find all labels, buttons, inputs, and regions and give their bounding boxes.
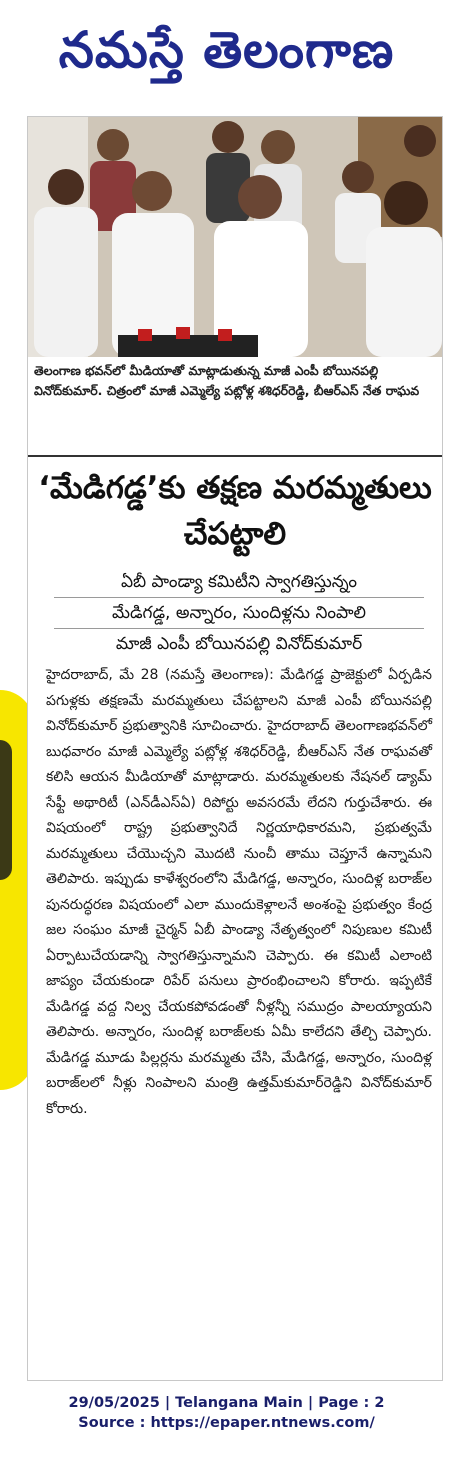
newspaper-title: నమస్తే తెలంగాణ (58, 20, 395, 79)
article-body: హైదరాబాద్, మే 28 (నమస్తే తెలంగాణ): మేడిగడ్డ ప్రాజెక్టులో ఏర్పడిన పగుళ్లకు తక్షణమే మరమ్మతులు చేపట్టాలని మాజీ ఎంపీ బోయినపల్లి వినోద్‌కుమార్ ప్రభుత్వానికి సూచించారు. హైదరాబాద్ తెలంగాణభవన్‌లో బుధవారం మాజీ ఎమ్మెల్యే పట్లోళ్ల శశిధర్‌రెడ్డి, బీఆర్‌ఎస్ నేత రాఘవతో కలిసి ఆయన మీడియాతో మాట్లాడారు. మరమ్మతులకు నేషనల్ డ్యామ్ సేఫ్టీ అథారిటీ (ఎన్‌డీఎస్‌ఏ) రిపోర్టు అవసరమే లేదని గుర్తుచేశారు. ఈ విషయంలో రాష్ట్ర ప్రభుత్వానిదే నిర్ణయాధికారమని, ప్రభుత్వమే మరమ్మతులు చేయొచ్చని మొదటి నుంచీ తాము చెప్తూనే ఉన్నామని తెలిపారు. ఇప్పుడు కాళేశ్వరంలోని మేడిగడ్డ, అన్నారం, సుందిళ్ల బరాజ్‌ల పునరుద్ధరణ విషయంలో ఎలా ముందుకెళ్లాలనే అంశంపై ప్రభుత్వం కేంద్ర జల సంఘం మాజీ చైర్మన్ ఏబీ పాండ్యా నేతృత్వంలో నిపుణుల కమిటీ ఏర్పాటుచేయడాన్ని స్వాగతిస్తున్నామని చెప్పారు. ఈ కమిటీ ఎలాంటి జాప్యం చేయకుండా రిపేర్ పనులు ప్రారంభించాలని కోరారు. ఇప్పటికే మేడిగడ్డ వద్ద నిల్వ చేయకపోవడంతో నీళ్లన్నీ సముద్రం పాలయ్యాయని తెలిపారు. అన్నారం, సుందిళ్ల బరాజ్‌లకు ఏమీ కాలేదని తేల్చి చెప్పారు. మేడిగడ్డ మూడు పిల్లర్లను మరమ్మతు చేసి, మేడిగడ్డ, అన్నారం, సుందిళ్ల బరాజ్‌లలో నీళ్లు నింపాలని మంత్రి ఉత్తమ్‌కుమార్‌రెడ్డిని వినోద్‌కుమార్ కోరారు. (46, 667, 432, 1117)
masthead (0, 0, 453, 112)
article-clipping (27, 116, 443, 1381)
photo-illustration (28, 117, 442, 357)
footer-date-edition: 29/05/2025 | Telangana Main | Page : 2 (68, 1395, 385, 1411)
subhead-3: మాజీ ఎంపీ బోయినపల్లి వినోద్‌కుమార్ (115, 634, 363, 654)
footer (0, 1393, 453, 1433)
subheads (54, 567, 424, 659)
subhead-2: మేడిగడ్డ, అన్నారం, సుందిళ్లను నింపాలి (54, 598, 424, 629)
decorative-dark-shape (0, 740, 12, 880)
news-photo (28, 117, 442, 357)
photo-caption: తెలంగాణ భవన్‌లో మీడియాతో మాట్లాడుతున్న మాజీ ఎంపీ బోయినపల్లి వినోద్‌కుమార్. చిత్రంలో మాజీ ఎమ్మెల్యే పట్లోళ్ల శశిధర్‌రెడ్డి, బీఆర్‌ఎస్ నేత రాఘవ (34, 363, 420, 398)
subhead-1: ఏబీ పాండ్యా కమిటీని స్వాగతిస్తున్నం (54, 567, 424, 598)
footer-source: Source : https://epaper.ntnews.com/ (78, 1415, 375, 1431)
headline: ‘మేడిగడ్డ’కు తక్షణ మరమ్మతులు చేపట్టాలి (38, 470, 432, 552)
divider (28, 455, 442, 457)
